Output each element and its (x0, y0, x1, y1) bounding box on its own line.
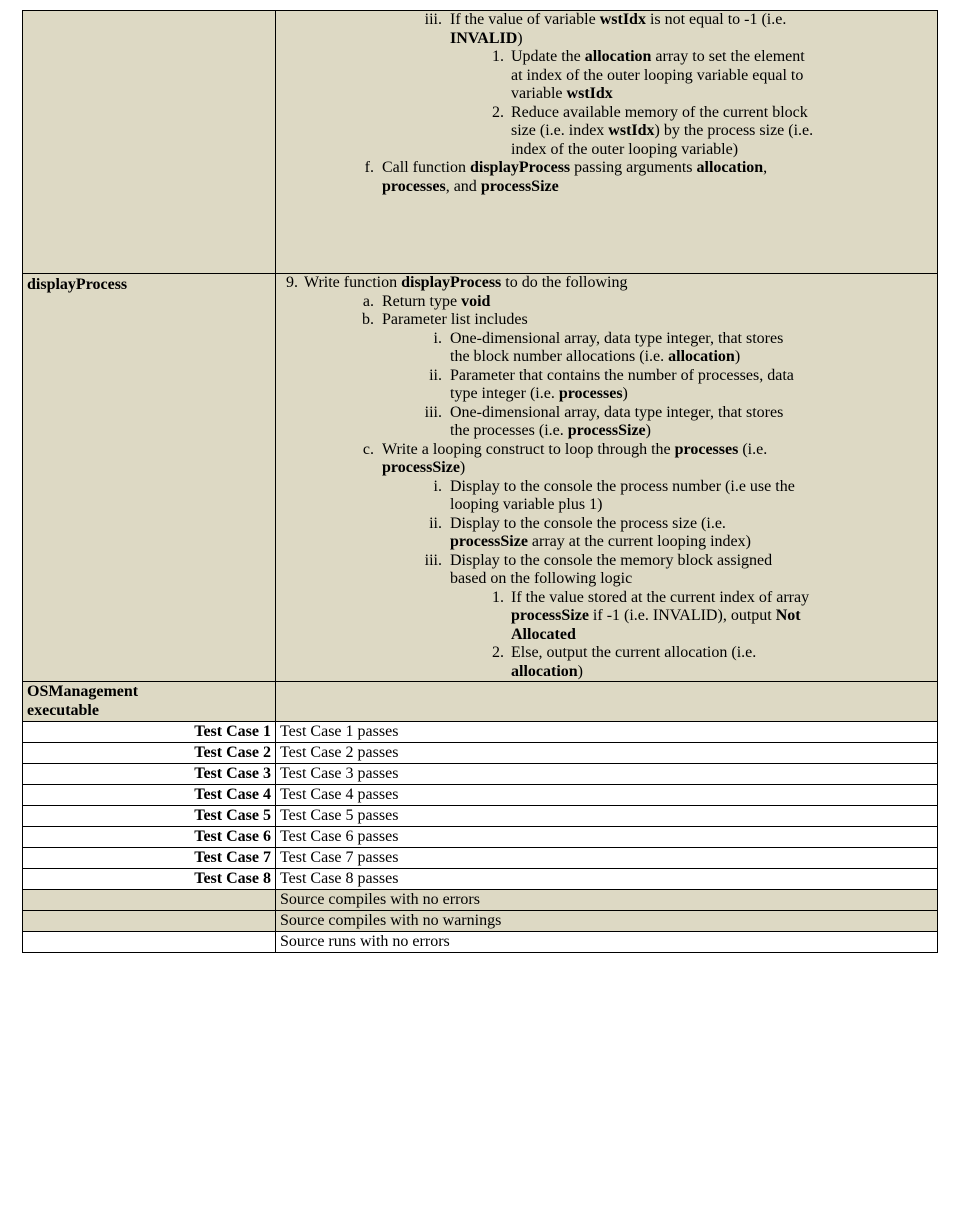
item-a (280, 293, 933, 312)
test-case-label: Test Case 1 (23, 722, 276, 743)
test-case-result: Test Case 2 passes (276, 743, 938, 764)
item-iii-cont (280, 30, 933, 49)
text: Parameter that contains the number of processes, data (450, 366, 794, 384)
test-case-label: Test Case 6 (23, 827, 276, 848)
item-c (280, 441, 933, 460)
text: Else, output the current allocation (i.e. (511, 644, 757, 661)
text: ) (734, 348, 741, 365)
item-f (280, 159, 933, 178)
item-c-iii (280, 552, 933, 571)
function-label: displayProcess (23, 274, 276, 682)
item-2 (280, 104, 933, 123)
item-f-cont (280, 178, 933, 197)
item-c-1-cont2 (280, 626, 933, 645)
text: Parameter list includes (382, 311, 528, 328)
item-1-cont2 (280, 85, 933, 104)
empty-label-cell (23, 911, 276, 932)
text: passing arguments (570, 159, 697, 176)
text: if -1 (i.e. INVALID), output (588, 607, 776, 624)
text: array to set the element (651, 48, 805, 65)
text: is not equal to -1 (i.e. (645, 11, 787, 28)
test-case-row (23, 785, 938, 806)
item-b-ii (280, 367, 933, 386)
item-iii (280, 11, 933, 30)
test-case-result: Test Case 4 passes (276, 785, 938, 806)
text: the block number allocations (i.e. (450, 348, 669, 365)
var-name: processSize (450, 533, 528, 550)
item-c-i-cont (280, 496, 933, 515)
text: Display to the console the process number (i.e use the (450, 477, 795, 495)
text: ) (517, 29, 523, 47)
var-name: processSize (567, 422, 646, 439)
item-number: c. (362, 440, 374, 458)
var-name: processes (674, 440, 739, 458)
test-case-row (23, 722, 938, 743)
text: ) by the process size (i.e. (654, 122, 814, 139)
item-1-cont (280, 67, 933, 86)
keyword: void (461, 292, 491, 310)
rubric-table (22, 10, 938, 953)
text: Write a looping construct to loop through the (382, 440, 675, 458)
item-number: iii. (424, 403, 442, 421)
test-case-label: Test Case 5 (23, 806, 276, 827)
empty-label-cell (23, 932, 276, 953)
text: (i.e. (738, 440, 768, 458)
rubric-row-displayprocess (23, 274, 938, 682)
item-number: i. (433, 477, 442, 495)
item-number: iii. (424, 11, 442, 28)
instruction-cell (276, 11, 938, 274)
item-number: ii. (429, 366, 442, 384)
var-name: wstIdx (608, 122, 655, 139)
keyword: Not (775, 607, 801, 624)
test-case-label: Test Case 4 (23, 785, 276, 806)
var-name: wstIdx (566, 85, 613, 102)
label-line: OSManagement (27, 683, 139, 700)
text: If the value of variable (450, 11, 600, 28)
source-check-row (23, 932, 938, 953)
test-case-label: Test Case 3 (23, 764, 276, 785)
test-case-row (23, 806, 938, 827)
item-number: i. (433, 329, 442, 347)
test-case-result: Test Case 5 passes (276, 806, 938, 827)
item-b (280, 311, 933, 330)
test-case-row (23, 764, 938, 785)
test-case-result: Test Case 3 passes (276, 764, 938, 785)
var-name: allocation (696, 159, 764, 176)
var-name: allocation (511, 662, 578, 680)
text: size (i.e. index (511, 122, 609, 139)
item-c-1-cont (280, 607, 933, 626)
text: to do the following (501, 274, 628, 291)
item-c-2-cont (280, 663, 933, 682)
label-line: executable (27, 701, 99, 719)
item-2-cont (280, 122, 933, 141)
test-case-result: Test Case 8 passes (276, 869, 938, 890)
test-case-result: Test Case 1 passes (276, 722, 938, 743)
item-b-i-cont (280, 348, 933, 367)
item-number: b. (362, 311, 374, 328)
test-case-row (23, 827, 938, 848)
item-c-ii-cont (280, 533, 933, 552)
var-name: processSize (480, 177, 559, 195)
item-c-1 (280, 589, 933, 608)
source-check-row (23, 890, 938, 911)
test-case-row (23, 743, 938, 764)
item-1 (280, 48, 933, 67)
item-number: 2. (492, 644, 504, 661)
rubric-row-continuation (23, 11, 938, 274)
item-number: 1. (492, 588, 504, 606)
item-b-i (280, 330, 933, 349)
keyword: INVALID (450, 29, 518, 47)
var-name: processSize (382, 459, 460, 476)
item-number: 9. (286, 274, 298, 291)
source-check-text: Source runs with no errors (276, 932, 938, 953)
var-name: wstIdx (599, 11, 646, 28)
text: , (763, 159, 768, 176)
var-name: processes (558, 385, 623, 402)
text: One-dimensional array, data type integer, that stores (450, 329, 784, 347)
var-name: processSize (511, 607, 589, 624)
test-case-row (23, 869, 938, 890)
item-b-ii-cont (280, 385, 933, 404)
item-number: a. (362, 292, 374, 310)
text: If the value stored at the current index of array (511, 588, 810, 606)
item-b-iii (280, 404, 933, 423)
text: One-dimensional array, data type integer, that stores (450, 403, 784, 421)
item-c-ii (280, 515, 933, 534)
source-check-text: Source compiles with no errors (276, 890, 938, 911)
rubric-row-osmanagement (23, 682, 938, 722)
instruction-cell (276, 274, 938, 682)
item-c-2 (280, 644, 933, 663)
text: Return type (382, 292, 462, 310)
item-9 (280, 274, 933, 293)
item-c-cont (280, 459, 933, 478)
source-check-text: Source compiles with no warnings (276, 911, 938, 932)
function-name: displayProcess (401, 274, 502, 291)
var-name: allocation (584, 48, 652, 65)
test-case-label: Test Case 2 (23, 743, 276, 764)
text: ) (459, 459, 466, 476)
test-case-label: Test Case 7 (23, 848, 276, 869)
empty-label-cell (23, 890, 276, 911)
empty-label-cell (23, 11, 276, 274)
item-b-iii-cont (280, 422, 933, 441)
test-case-label: Test Case 8 (23, 869, 276, 890)
test-case-result: Test Case 6 passes (276, 827, 938, 848)
text: Write function (304, 274, 402, 291)
text: ) (577, 662, 583, 680)
text: the processes (i.e. (450, 422, 568, 439)
text: Display to the console the memory block assigned (450, 551, 773, 569)
executable-label (23, 682, 276, 722)
text: type integer (i.e. (450, 385, 559, 402)
item-number: ii. (429, 514, 442, 532)
text: ) (645, 422, 651, 439)
function-name: displayProcess (469, 159, 571, 176)
item-c-iii-cont (280, 570, 933, 589)
item-number: iii. (424, 551, 442, 569)
text: array at the current looping index) (527, 533, 751, 550)
var-name: processes (382, 177, 446, 195)
text: Reduce available memory of the current block (511, 103, 808, 121)
text: , and (445, 177, 481, 195)
source-check-row (23, 911, 938, 932)
item-2-cont2 (280, 141, 933, 160)
text: variable (511, 85, 567, 102)
item-number: 1. (492, 48, 504, 65)
text: at index of the outer looping variable equal to (511, 66, 804, 84)
text: looping variable plus 1) (450, 496, 603, 513)
keyword: Allocated (511, 625, 576, 643)
item-number: f. (364, 159, 374, 176)
text: Display to the console the process size (i.e. (450, 514, 726, 532)
item-c-i (280, 478, 933, 497)
var-name: allocation (668, 348, 735, 365)
text: Update the (511, 48, 585, 65)
text: Call function (382, 159, 470, 176)
text: index of the outer looping variable) (511, 140, 739, 158)
text: ) (622, 385, 628, 402)
empty-cell (276, 682, 938, 722)
text: based on the following logic (450, 570, 633, 587)
test-case-result: Test Case 7 passes (276, 848, 938, 869)
item-number: 2. (492, 103, 504, 121)
test-case-row (23, 848, 938, 869)
